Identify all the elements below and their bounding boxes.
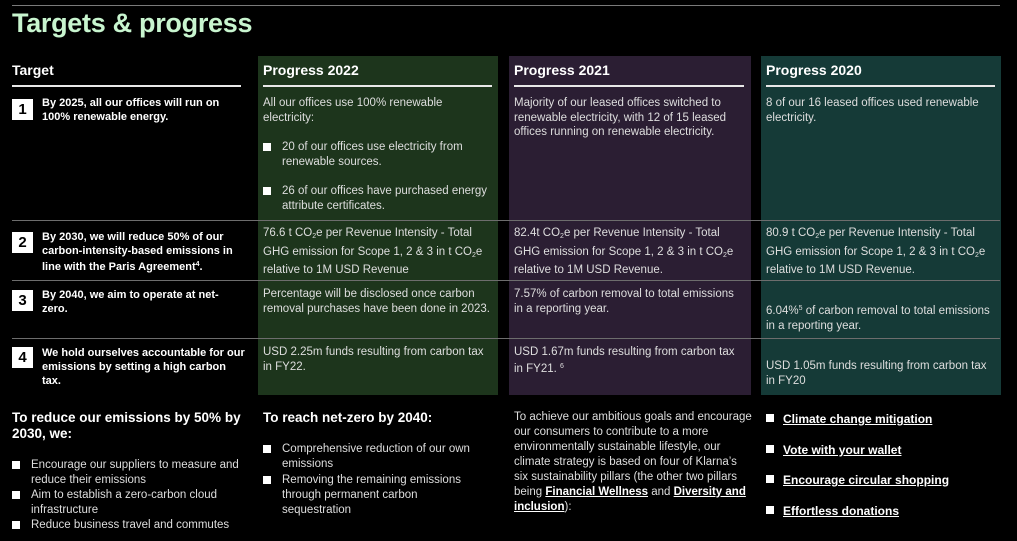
link-encourage-circular-shopping[interactable]: Encourage circular shopping xyxy=(783,473,950,487)
list-item xyxy=(31,488,256,518)
progress-2020-text: 8 of our 16 leased offices used renewable electricity. xyxy=(766,97,979,124)
list-item xyxy=(282,442,472,472)
progress-2020-text: 6.04%$^5$ of carbon removal to total emissions in a reporting year. xyxy=(766,305,990,332)
list-item-text: Removing the remaining emissions through permanent carbon sequestration xyxy=(282,474,461,516)
list-item-text: 20 of our offices use electricity from renewable sources. xyxy=(282,141,463,168)
list-item-text: 26 of our offices have purchased energy attribute certificates. xyxy=(282,185,488,212)
list-item xyxy=(282,184,497,213)
header-rule xyxy=(766,85,995,87)
row-number: 2 xyxy=(12,232,33,253)
target-text: We hold ourselves accountable for our emissions by setting a high carbon tax. xyxy=(42,347,245,387)
progress-2021-text: Majority of our leased offices switched to renewable electricity, with 12 of 15 leased offices running on renewable electricity. xyxy=(514,97,727,138)
strategy-heading-2040: To reach net-zero by 2040: xyxy=(263,410,433,425)
progress-2022-text: All our offices use 100% renewable electricity: xyxy=(263,97,443,124)
bullet-square xyxy=(263,143,271,151)
header-progress-2021: Progress 2021 xyxy=(514,62,610,78)
header-target: Target xyxy=(12,62,54,78)
top-rule xyxy=(12,5,1000,6)
pillar-item[interactable] xyxy=(766,410,1001,428)
progress-2022-text: Percentage will be disclosed once carbon removal purchases have been done in 2023. xyxy=(263,288,490,315)
bullet-square xyxy=(12,521,20,529)
progress-2021-text: 7.57% of carbon removal to total emissions in a reporting year. xyxy=(514,288,734,315)
list-item xyxy=(282,473,487,518)
row-divider xyxy=(12,220,1000,221)
header-rule xyxy=(263,85,492,87)
link-climate-change-mitigation[interactable]: Climate change mitigation xyxy=(783,412,933,426)
header-progress-2022: Progress 2022 xyxy=(263,62,359,78)
progress-2020-text: USD 1.05m funds resulting from carbon tax in FY20 xyxy=(766,360,987,387)
list-item-text: Comprehensive reduction of our own emissions xyxy=(282,443,470,470)
list-item-text: Aim to establish a zero-carbon cloud infrastructure xyxy=(31,489,218,516)
target-text: By 2030, we will reduce 50% of our carbon-intensity-based emissions in line with the Paris Agreement$^4$. xyxy=(42,231,233,273)
list-item-text: Reduce business travel and commutes xyxy=(31,519,230,531)
bullet-square xyxy=(12,461,20,469)
header-progress-2020: Progress 2020 xyxy=(766,62,862,78)
pillar-item[interactable] xyxy=(766,502,1001,520)
link-effortless-donations[interactable]: Effortless donations xyxy=(783,504,900,518)
progress-2020-text: 80.9 t $CO_2e$ per Revenue Intensity - Total GHG emission for Scope 1, 2 & 3 in t $CO_2e$ relative to 1M USD Revenue. xyxy=(766,227,986,276)
link-diversity-inclusion[interactable]: Diversity and inclusion xyxy=(514,486,746,513)
row-divider xyxy=(12,280,1000,281)
bullet-square xyxy=(766,506,774,514)
progress-2022-text: USD 2.25m funds resulting from carbon tax in FY22. xyxy=(263,346,484,373)
page-title: Targets & progress xyxy=(12,8,253,38)
strategy-heading-2030: To reduce our emissions by 50% by 2030, we: xyxy=(12,410,241,441)
bullet-square xyxy=(263,187,271,195)
list-item xyxy=(31,458,256,488)
list-item-text: Encourage our suppliers to measure and reduce their emissions xyxy=(31,459,239,486)
bullet-square xyxy=(766,414,774,422)
header-rule xyxy=(514,85,744,87)
row-number: 1 xyxy=(12,99,33,120)
bullet-square xyxy=(766,475,774,483)
pillar-item[interactable] xyxy=(766,471,1001,489)
target-text: By 2025, all our offices will run on 100% renewable energy. xyxy=(42,97,220,123)
bullet-square xyxy=(263,476,271,484)
bullet-square xyxy=(12,491,20,499)
progress-2021-text: 82.4t $CO_2e$ per Revenue Intensity - Total GHG emission for Scope 1, 2 & 3 in t $CO_2e$ relative to 1M USD Revenue. xyxy=(514,227,734,276)
header-rule xyxy=(12,85,241,87)
row-divider xyxy=(12,338,1000,339)
target-text: By 2040, we aim to operate at net-zero. xyxy=(42,289,219,315)
link-vote-with-your-wallet[interactable]: Vote with your wallet xyxy=(783,443,902,457)
progress-2021-text: USD 1.67m funds resulting from carbon tax in FY21. $^6$ xyxy=(514,346,735,375)
list-item xyxy=(31,518,261,533)
link-financial-wellness[interactable]: Financial Wellness xyxy=(545,486,649,498)
progress-2022-text: 76.6 t $CO_2e$ per Revenue Intensity - Total GHG emission for Scope 1, 2 & 3 in t $CO_2e$ relative to 1M USD Revenue xyxy=(263,227,483,276)
pillar-item[interactable] xyxy=(766,441,1001,459)
strategy-paragraph: To achieve our ambitious goals and encourage our consumers to contribute to a more environmentally sustainable lifestyle, our climate strategy is based on four of Klarna’s six sustainability pillars (the other two pillars being Financial Wellness and Diversity and inclusion): xyxy=(514,411,752,513)
row-number: 4 xyxy=(12,347,33,368)
bullet-square xyxy=(766,445,774,453)
bullet-square xyxy=(263,445,271,453)
row-number: 3 xyxy=(12,290,33,311)
list-item xyxy=(282,140,497,169)
